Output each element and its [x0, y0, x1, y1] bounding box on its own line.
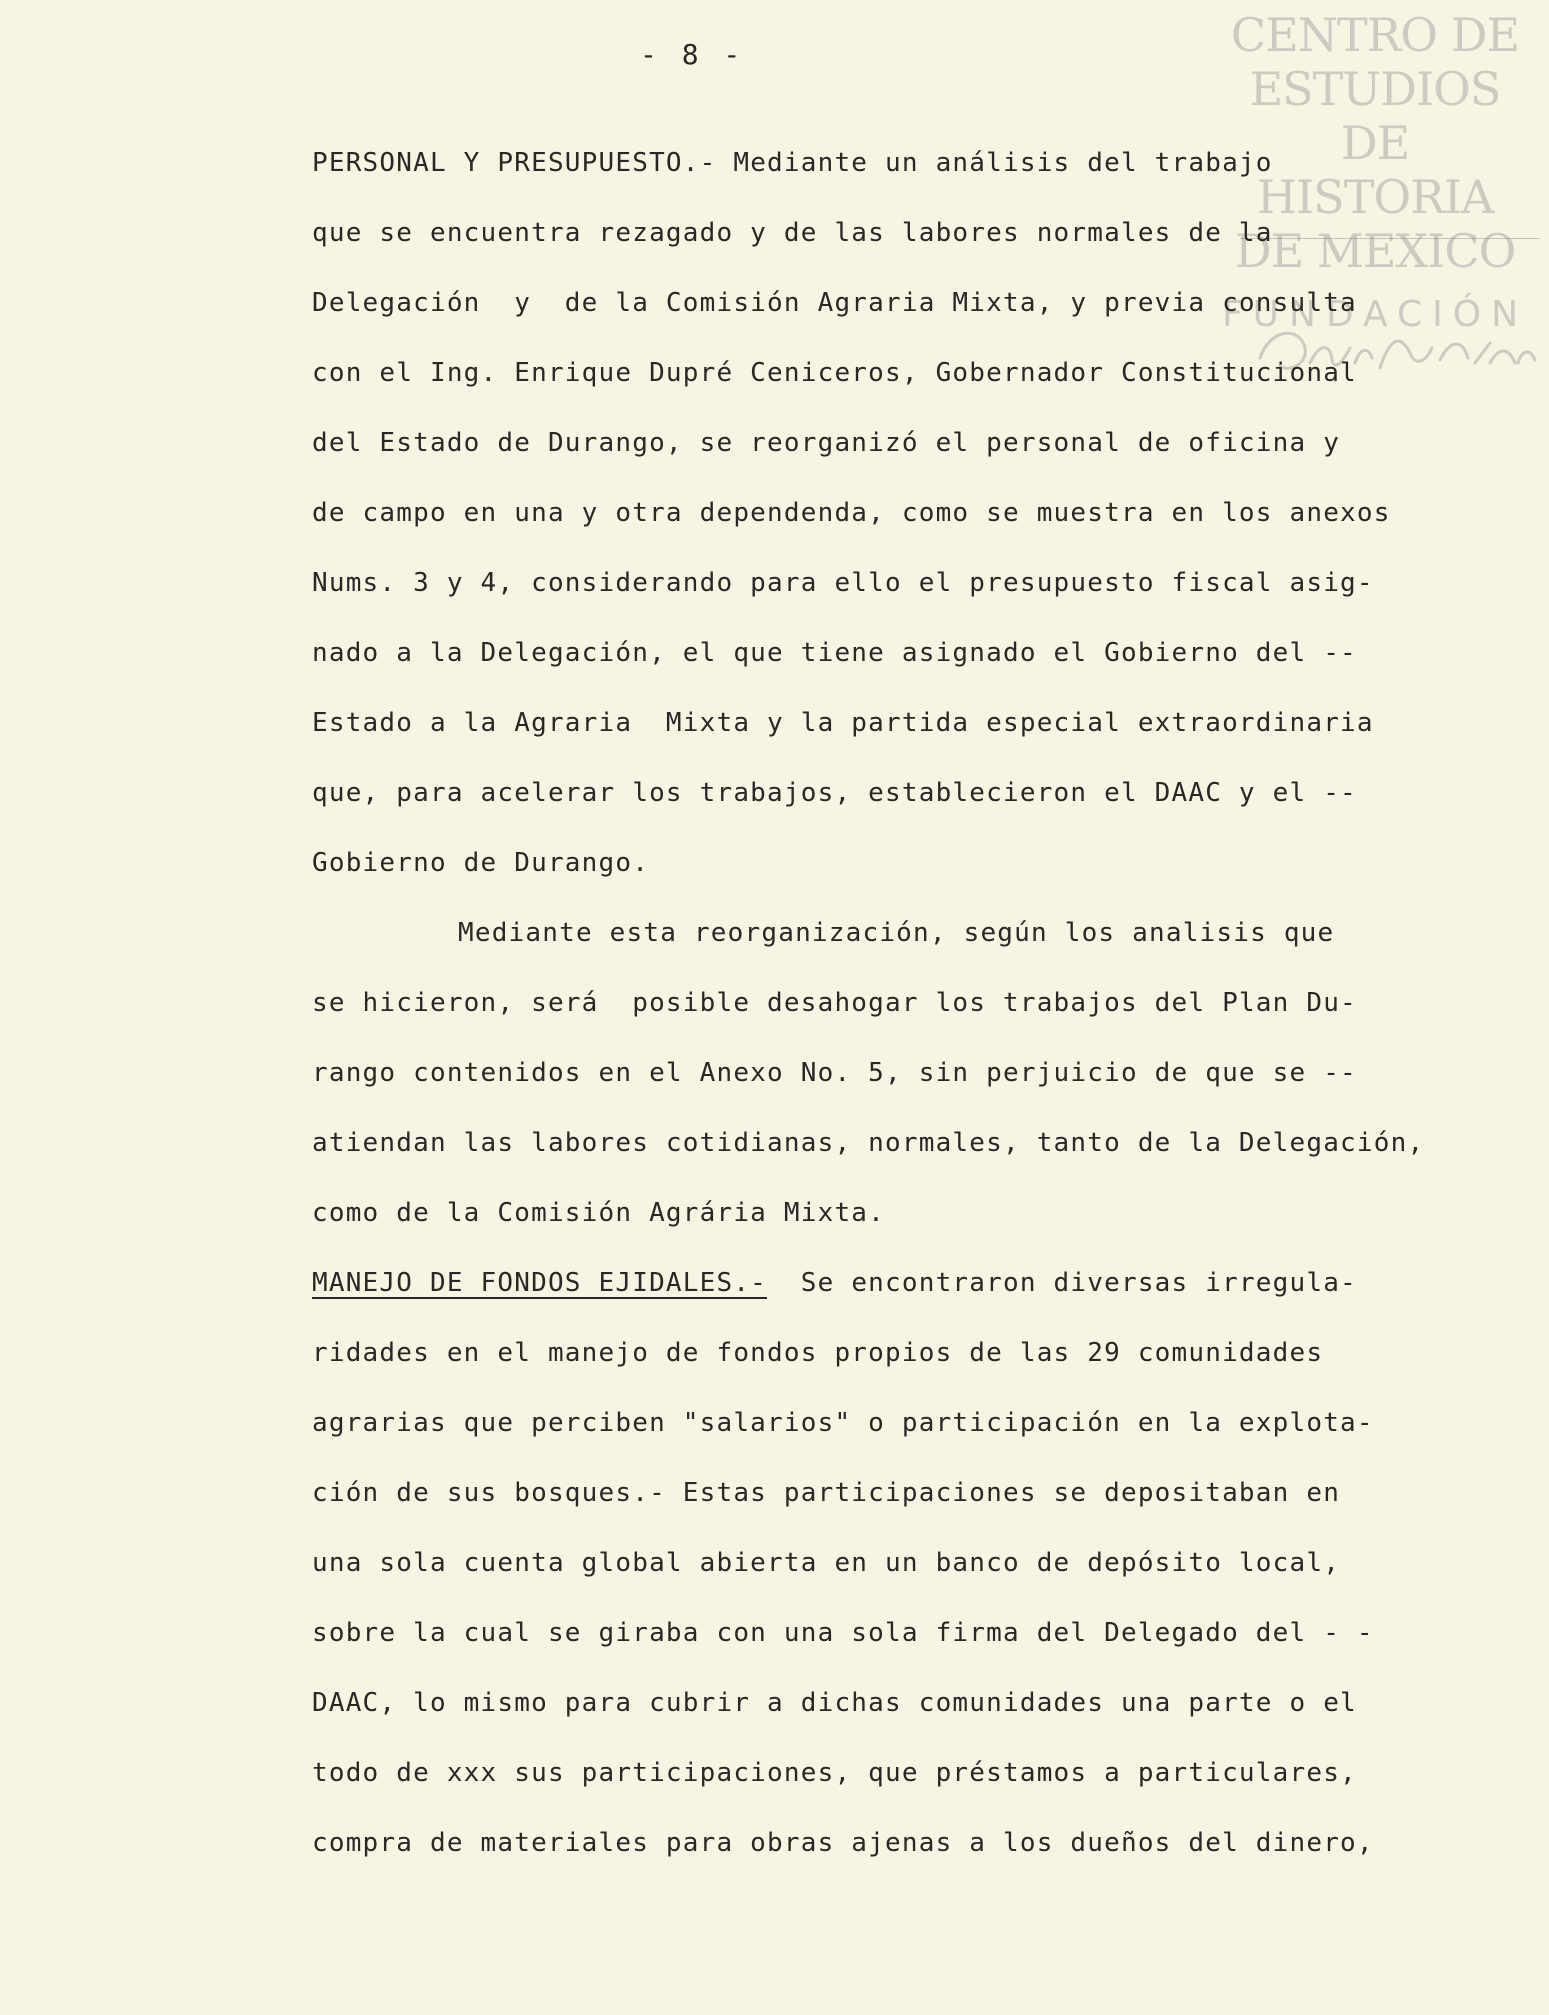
page-number: - 8 -: [640, 38, 745, 71]
paragraph-2-line-1: Mediante esta reorganización, según los analisis que: [458, 918, 1335, 948]
paragraph-3-line-5: una sola cuenta global abierta en un banco de depósito local,: [312, 1548, 1341, 1578]
paragraph-1-line-3: Delegación y de la Comisión Agraria Mixta, y previa consulta: [312, 288, 1357, 318]
watermark-line-2: ESTUDIOS: [1249, 62, 1501, 116]
paragraph-3-line-4: ción de sus bosques.- Estas participaciones se depositaban en: [312, 1478, 1341, 1508]
paragraph-3-line-6: sobre la cual se giraba con una sola firma del Delegado del - -: [312, 1618, 1374, 1648]
paragraph-1-line-10: que, para acelerar los trabajos, establecieron el DAAC y el --: [312, 778, 1357, 808]
paragraph-2-line-4: atiendan las labores cotidianas, normales, tanto de la Delegación,: [312, 1128, 1425, 1158]
paragraph-3-line-3: agrarias que perciben "salarios" o participación en la explota-: [312, 1408, 1374, 1438]
paragraph-1-line-11: Gobierno de Durango.: [312, 848, 650, 878]
paragraph-1-line-5: del Estado de Durango, se reorganizó el personal de oficina y: [312, 428, 1341, 458]
watermark-line-1: CENTRO DE: [1230, 8, 1520, 62]
paragraph-3-line-9: compra de materiales para obras ajenas a los dueños del dinero,: [312, 1828, 1374, 1858]
paragraph-1-line-1: PERSONAL Y PRESUPUESTO.- Mediante un análisis del trabajo: [312, 148, 1273, 178]
paragraph-1-line-7: Nums. 3 y 4, considerando para ello el presupuesto fiscal asig-: [312, 568, 1374, 598]
paragraph-3-line-1: MANEJO DE FONDOS EJIDALES.- Se encontraron diversas irregula-: [312, 1268, 1357, 1298]
paragraph-1-line-6: de campo en una y otra dependenda, como se muestra en los anexos: [312, 498, 1391, 528]
paragraph-1-line-9: Estado a la Agraria Mixta y la partida especial extraordinaria: [312, 708, 1374, 738]
paragraph-3-line-8: todo de xxx sus participaciones, que préstamos a particulares,: [312, 1758, 1357, 1788]
paragraph-2-line-5: como de la Comisión Agrária Mixta.: [312, 1198, 886, 1228]
watermark-line-3: DE HISTORIA: [1256, 116, 1494, 224]
paragraph-2-line-2: se hicieron, será posible desahogar los trabajos del Plan Du-: [312, 988, 1357, 1018]
paragraph-3-line-7: DAAC, lo mismo para cubrir a dichas comunidades una parte o el: [312, 1688, 1357, 1718]
watermark-line-4: DE MEXICO: [1234, 224, 1516, 278]
paragraph-1-line-2: que se encuentra rezagado y de las labores normales de la: [312, 218, 1273, 248]
watermark-foundation: FUNDACIÓN: [1221, 294, 1529, 335]
section-heading-personal: PERSONAL Y PRESUPUESTO.-: [312, 148, 717, 178]
paragraph-1-line-4: con el Ing. Enrique Dupré Ceniceros, Gobernador Constitucional: [312, 358, 1357, 388]
paragraph-2-line-3: rango contenidos en el Anexo No. 5, sin perjuicio de que se --: [312, 1058, 1357, 1088]
paragraph-3-line-2: ridades en el manejo de fondos propios de las 29 comunidades: [312, 1338, 1324, 1368]
section-heading-fondos: MANEJO DE FONDOS EJIDALES.-: [312, 1268, 768, 1298]
document-body: [312, 128, 1532, 1878]
paragraph-1-line-8: nado a la Delegación, el que tiene asignado el Gobierno del --: [312, 638, 1357, 668]
